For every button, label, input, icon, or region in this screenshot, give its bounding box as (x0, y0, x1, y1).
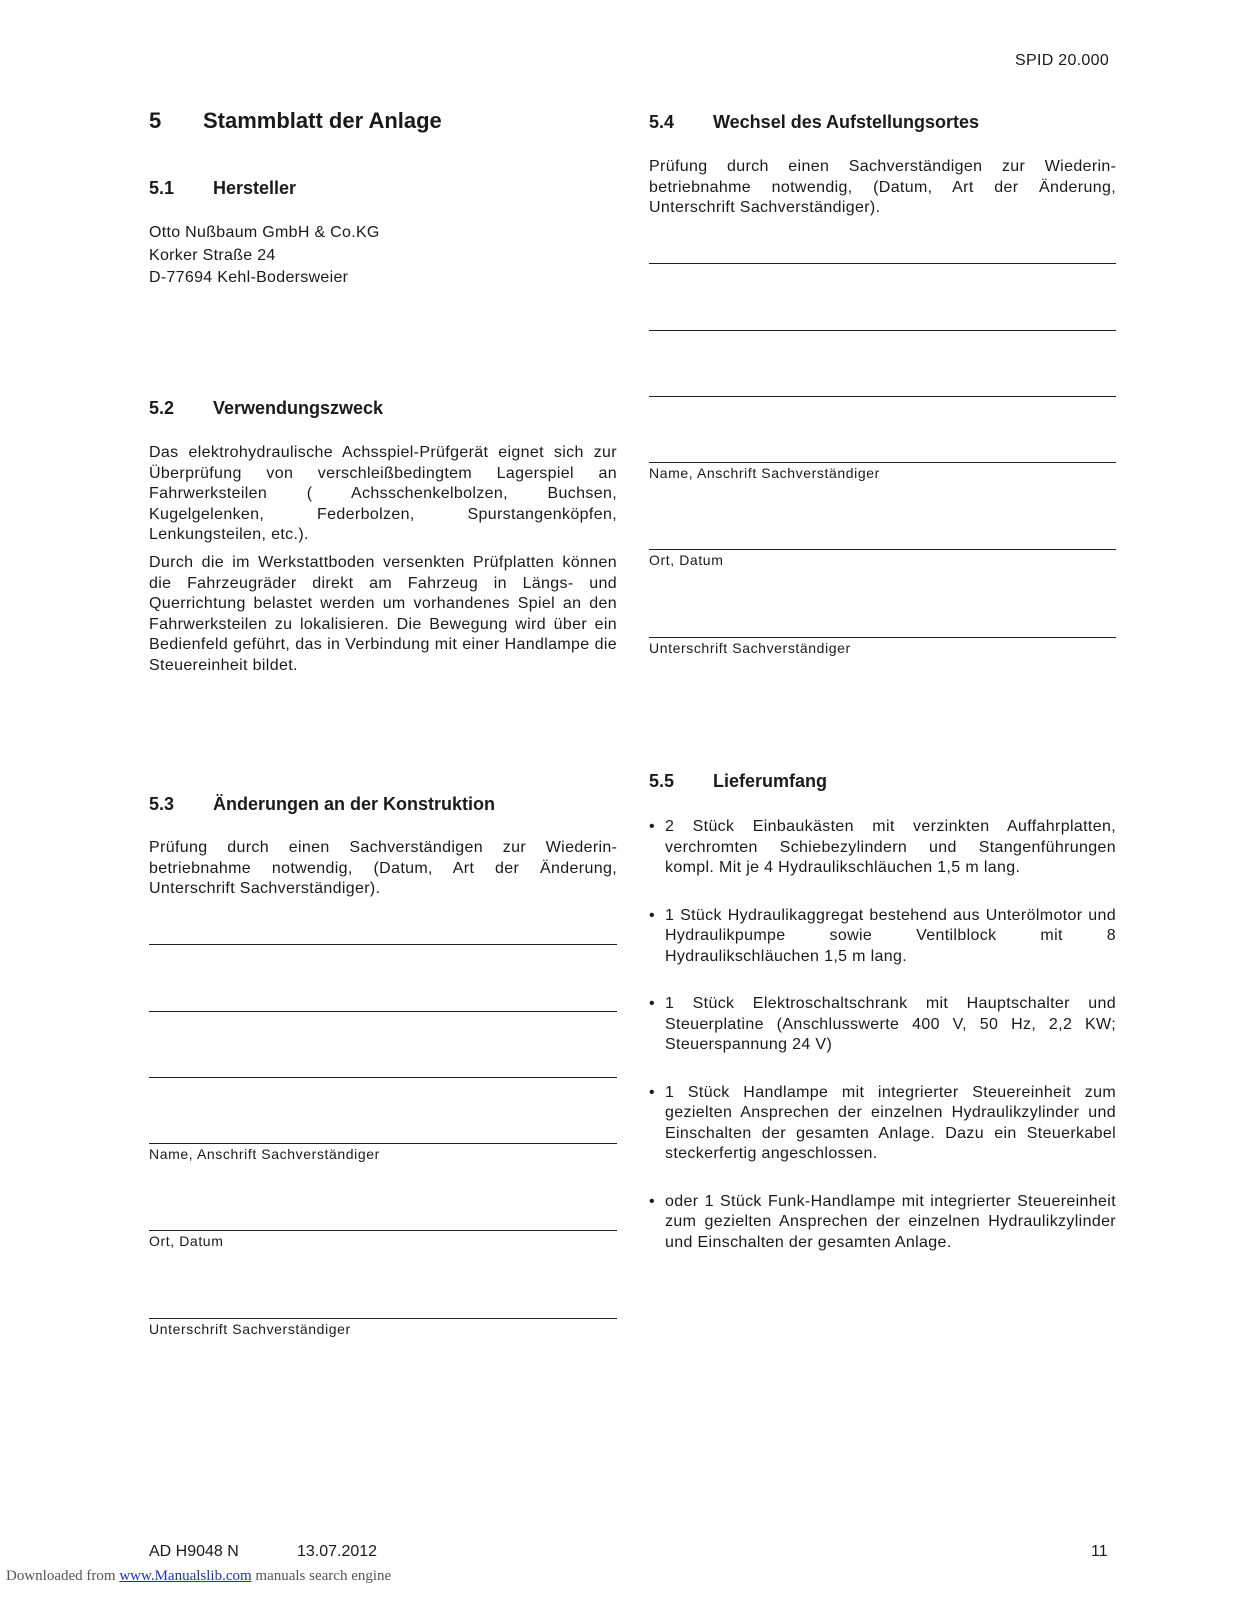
heading-5-2 (149, 398, 617, 422)
page-title (149, 108, 617, 138)
signature-line (149, 944, 617, 945)
list-item-text: 1 Stück Handlampe mit integrierter Steuereinheit zum gezielten Ansprechen der einzelnen Hydraulikzylinder und Einschalten der gesamten Anlage. Dazu ein Steuerkabel steckerfertig angeschlossen. (665, 1083, 1116, 1162)
signature-line (649, 263, 1116, 264)
section-title: Stammblatt der Anlage (203, 108, 442, 133)
place-date-field (149, 1230, 617, 1249)
bullet-icon: • (649, 1083, 655, 1101)
list-item (649, 817, 1116, 879)
relocation-paragraph: Prüfung durch einen Sachverständigen zur Wiederinbetriebnahme notwendig, (Datum, Art der Änderung, Unterschrift Sachverständiger). (649, 158, 1116, 216)
address-line: D-77694 Kehl-Bodersweier (149, 269, 349, 286)
heading-5-4 (649, 112, 1116, 136)
list-item (649, 1083, 1116, 1165)
heading-number: 5.4 (649, 112, 675, 132)
field-caption: Unterschrift Sachverständiger (649, 640, 851, 656)
bullet-icon: • (649, 906, 655, 924)
list-item-text: 1 Stück Hydraulikaggregat bestehend aus Unterölmotor und Hydraulikpumpe sowie Ventilblock mit 8 Hydraulikschläuchen 1,5 m lang. (665, 906, 1116, 965)
footer-date: 13.07.2012 (297, 1543, 378, 1560)
watermark-suffix: manuals search engine (255, 1568, 392, 1584)
field-caption: Unterschrift Sachverständiger (149, 1321, 351, 1337)
place-date-field (649, 549, 1116, 568)
list-item-text: 2 Stück Einbaukästen mit verzinkten Auffahrplatten, verchromten Schiebezylindern und Stangenführungen kompl. Mit je 4 Hydraulikschläuchen 1,5 m lang. (665, 818, 1116, 876)
document-id: SPID 20.000 (1015, 52, 1110, 69)
watermark-prefix: Downloaded from (6, 1568, 116, 1584)
heading-5-5 (649, 771, 1116, 795)
field-caption: Name, Anschrift Sachverständiger (149, 1146, 380, 1162)
bullet-icon: • (649, 1192, 655, 1210)
signature-field (149, 1318, 617, 1337)
heading-text: Wechsel des Aufstellungsortes (713, 112, 980, 132)
field-caption: Name, Anschrift Sachverständiger (649, 465, 880, 481)
heading-text: Änderungen an der Konstruktion (213, 794, 496, 814)
heading-number: 5.3 (149, 794, 175, 814)
signature-line (149, 1011, 617, 1012)
list-item (649, 1192, 1116, 1254)
manufacturer-address (149, 222, 617, 290)
heading-text: Lieferumfang (713, 771, 828, 791)
page-number: 11 (1091, 1543, 1108, 1560)
heading-number: 5.1 (149, 178, 175, 198)
signature-line (649, 330, 1116, 331)
name-address-field (649, 462, 1116, 481)
bullet-icon: • (649, 995, 655, 1012)
field-caption: Ort, Datum (149, 1233, 224, 1249)
footer-doc-code: AD H9048 N (149, 1543, 239, 1560)
heading-text: Hersteller (213, 178, 297, 198)
list-item (649, 994, 1116, 1056)
signature-line (649, 396, 1116, 397)
list-item-text: 1 Stück Elektroschaltschrank mit Hauptschalter und Steuerplatine (Anschlusswerte 400 V, 50 Hz, 2,2 KW; Steuerspannung 24 V) (665, 995, 1116, 1053)
address-line: Otto Nußbaum GmbH & Co.KG (149, 224, 380, 241)
address-line: Korker Straße 24 (149, 246, 276, 264)
delivery-scope-list (649, 817, 1116, 1280)
heading-5-1 (149, 178, 617, 202)
section-number: 5 (149, 108, 162, 133)
name-address-field (149, 1143, 617, 1162)
heading-number: 5.5 (649, 771, 675, 791)
bullet-icon: • (649, 818, 655, 835)
purpose-paragraph-2: Durch die im Werkstattboden versenkten Prüfplatten können die Fahrzeugräder direkt am Fahrzeug in Längs- und Querrichtung belastet werden um vorhandenes Spiel an den Fahrwerksteilen zu lokalisieren. Die Bewegung wird über ein Bedienfeld geführt, das in Verbindung mit einer Handlampe die Steuereinheit bildet. (149, 554, 617, 674)
heading-text: Verwendungszweck (213, 398, 384, 418)
heading-5-3 (149, 794, 617, 818)
purpose-paragraph-1: Das elektrohydraulische Achsspiel-Prüfgerät eignet sich zur Überprüfung von verschleißbedingtem Lagerspiel an Fahrwerksteilen ( Achsschenkelbolzen, Buchsen, Kugelgelenken, Federbolzen, Spurstangenköpfen, Lenkungsteilen, etc.). (149, 444, 617, 543)
signature-line (149, 1077, 617, 1078)
signature-field (649, 637, 1116, 656)
list-item-text: oder 1 Stück Funk-Handlampe mit integrierter Steuereinheit zum gezielten Ansprechen der einzelnen Hydraulikzylinder und Einschalten der gesamten Anlage. (665, 1192, 1116, 1251)
field-caption: Ort, Datum (649, 552, 724, 568)
manualslib-link[interactable]: www.Manualslib.com (119, 1568, 252, 1584)
modification-paragraph: Prüfung durch einen Sachverständigen zur Wiederinbetriebnahme notwendig, (Datum, Art der Änderung, Unterschrift Sachverständiger). (149, 839, 617, 897)
download-watermark (6, 1568, 391, 1585)
heading-number: 5.2 (149, 398, 175, 418)
list-item (649, 906, 1116, 968)
